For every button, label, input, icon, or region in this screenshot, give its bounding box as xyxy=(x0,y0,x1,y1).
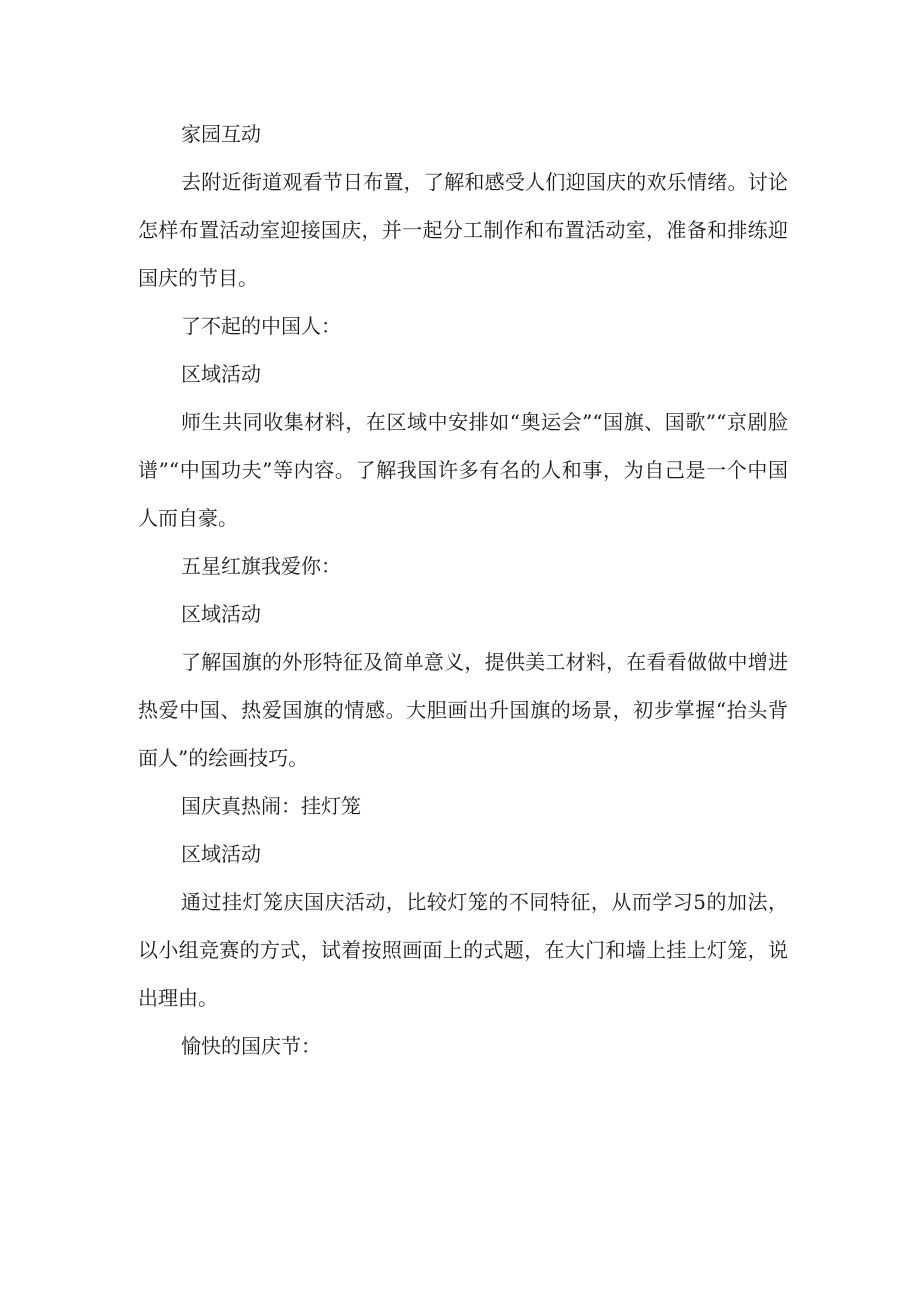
paragraph-jiayuan: 去附近街道观看节日布置，了解和感受人们迎国庆的欢乐情绪。讨论怎样布置活动室迎接国庆，并一起分工制作和布置活动室，准备和排练迎国庆的节目。 xyxy=(138,170,788,290)
document-page xyxy=(138,110,788,1070)
activity-label-1: 区域活动 xyxy=(181,362,261,386)
paragraph-zhongguoren: 师生共同收集材料，在区域中安排如“奥运会”“国旗、国歌”“京剧脸谱”“中国功夫”等内容。了解我国许多有名的人和事，为自己是一个中国人而自豪。 xyxy=(138,410,788,530)
paragraph-hongqi: 了解国旗的外形特征及简单意义，提供美工材料，在看看做做中增进热爱中国、热爱国旗的情感。大胆画出升国旗的场景，初步掌握“抬头背面人”的绘画技巧。 xyxy=(138,650,788,770)
section-title-yukuai: 愉快的国庆节： xyxy=(181,1034,321,1058)
section-title-hongqi: 五星红旗我爱你： xyxy=(181,554,341,578)
section-heading-jiayuan: 家园互动 xyxy=(181,122,261,146)
activity-label-2: 区域活动 xyxy=(181,602,261,626)
paragraph-denglong: 通过挂灯笼庆国庆活动，比较灯笼的不同特征，从而学习5的加法，以小组竞赛的方式，试着按照画面上的式题，在大门和墙上挂上灯笼，说出理由。 xyxy=(138,890,788,1010)
section-title-denglong: 国庆真热闹：挂灯笼 xyxy=(181,794,361,818)
activity-label-3: 区域活动 xyxy=(181,842,261,866)
section-title-zhongguoren: 了不起的中国人： xyxy=(181,314,341,338)
